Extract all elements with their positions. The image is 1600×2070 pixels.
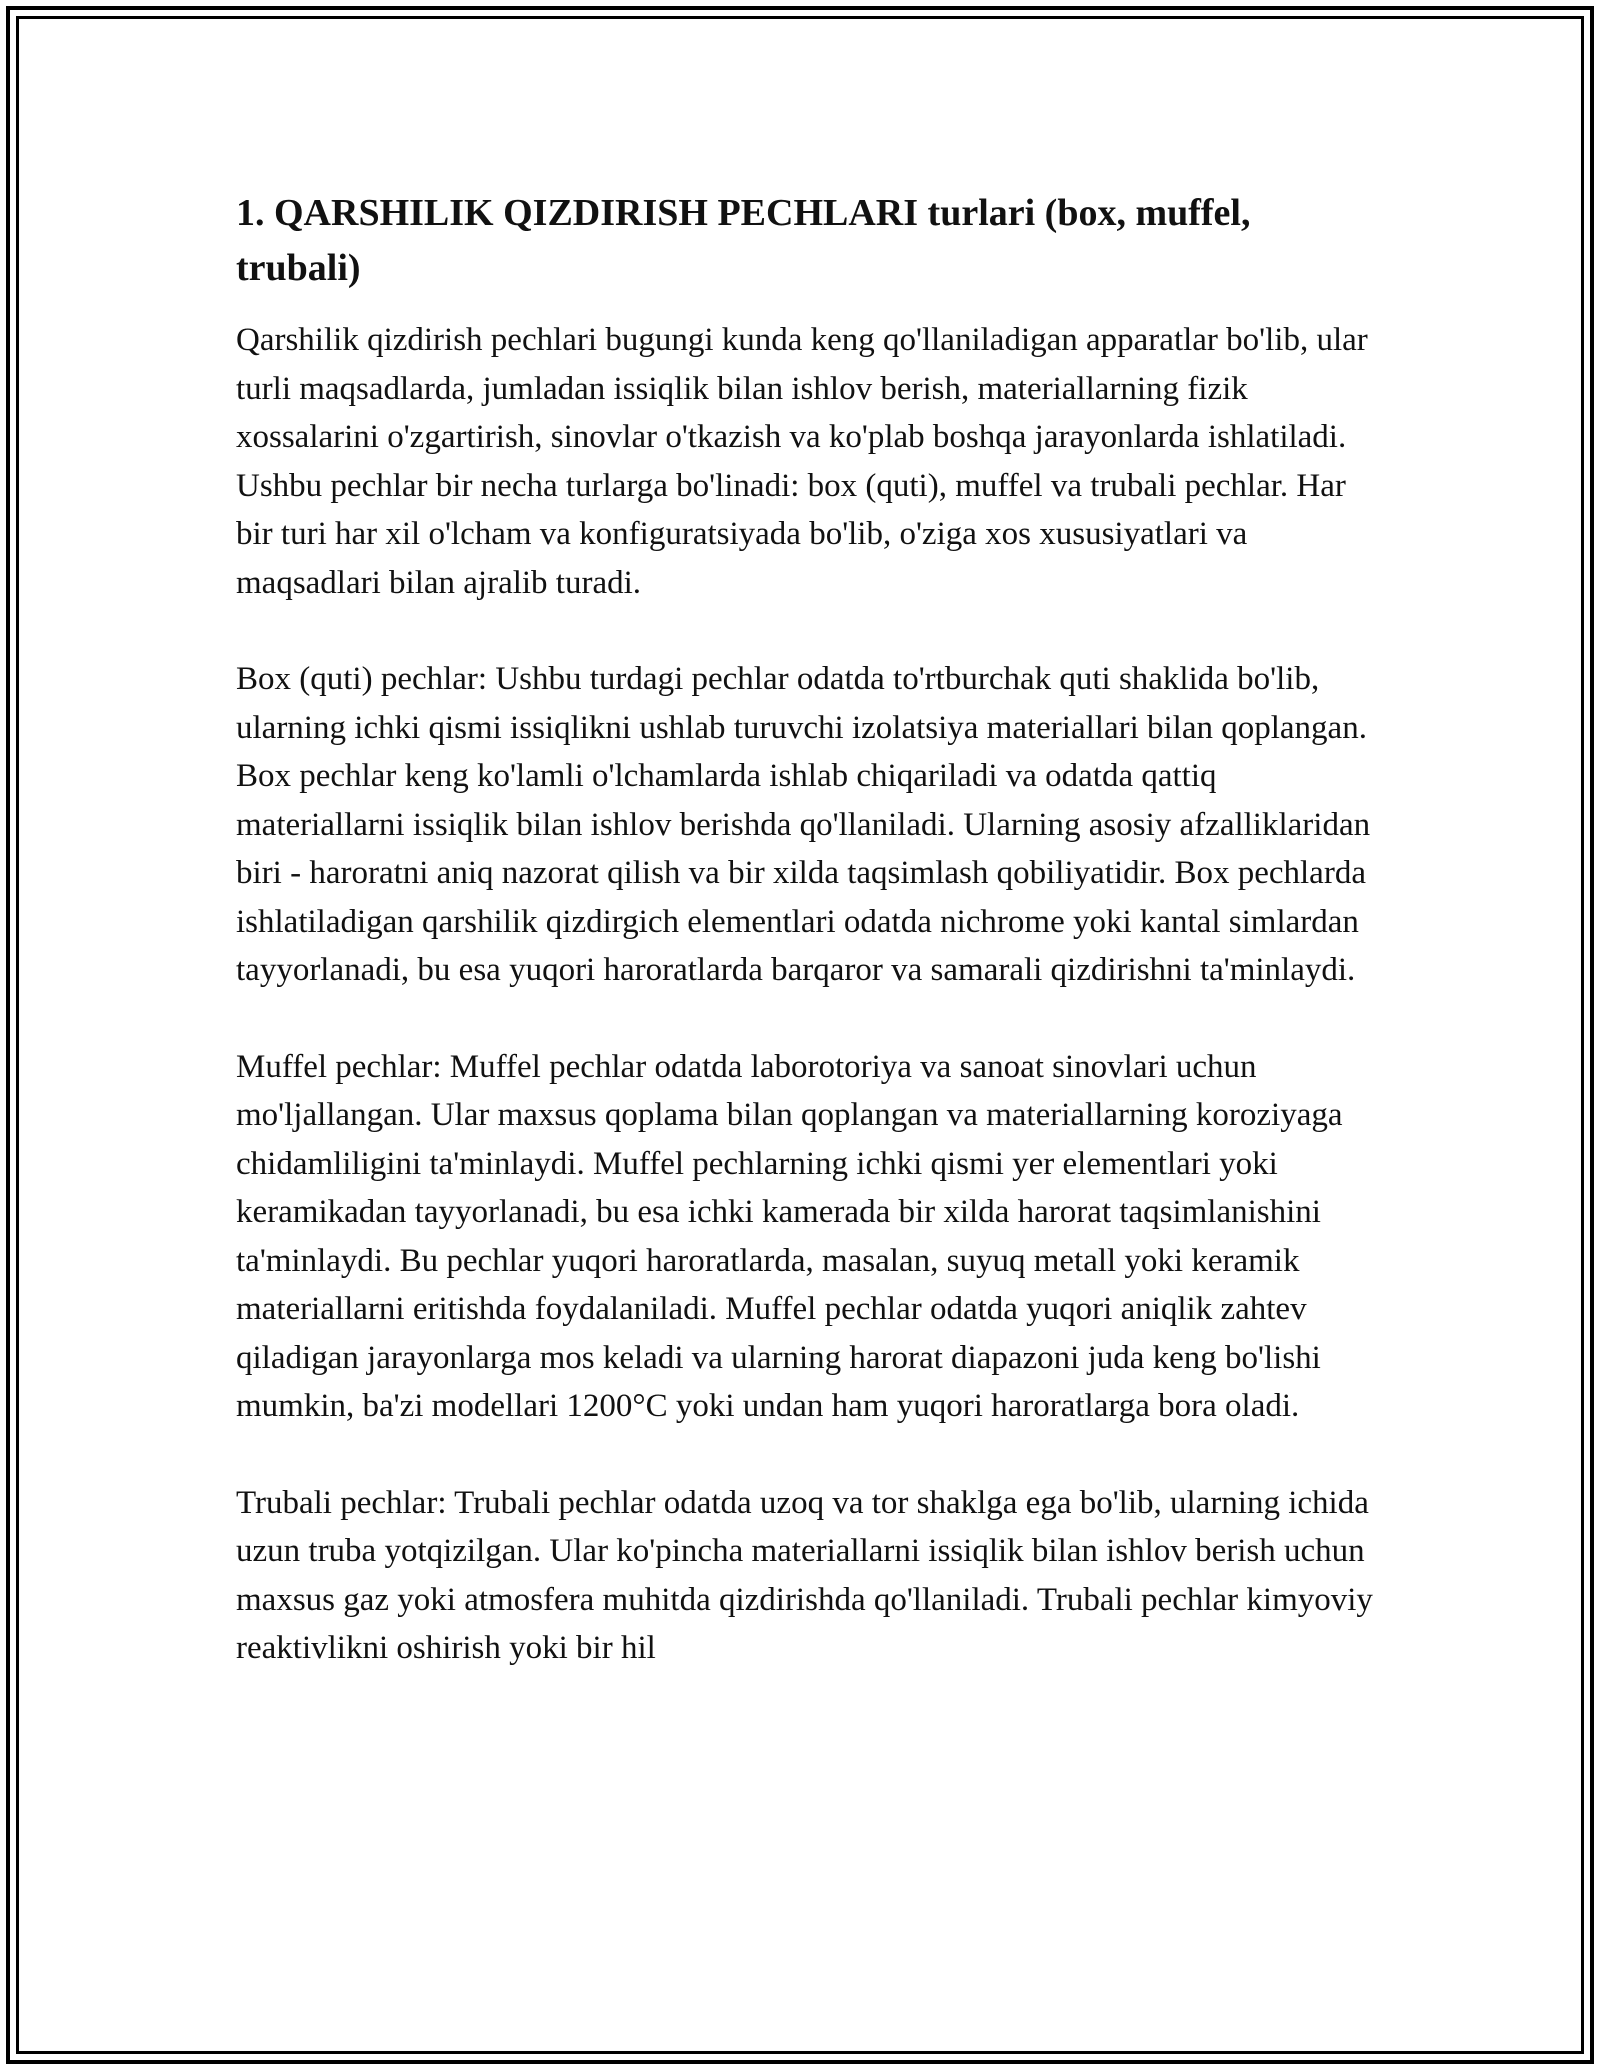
- paragraph-box-furnaces: Box (quti) pechlar: Ushbu turdagi pechlar odatda to'rtburchak quti shaklida bo'lib, ularning ichki qismi issiqlikni ushlab turuvchi izolatsiya materiallari bilan qoplangan. Box pechlar keng ko'lamli o'lchamlarda ishlab chiqariladi va odatda qattiq materiallarni issiqlik bilan ishlov berishda qo'llaniladi. Ularning asosiy afzalliklaridan biri - haroratni aniq nazorat qilish va bir xilda taqsimlash qobiliyatidir. Box pechlarda ishlatiladigan qarshilik qizdirgich elementlari odatda nichrome yoki kantal simlardan tayyorlanadi, bu esa yuqori haroratlarda barqaror va samarali qizdirishni ta'minlaydi.: [236, 661, 1371, 988]
- paragraph-intro: Qarshilik qizdirish pechlari bugungi kunda keng qo'llaniladigan apparatlar bo'lib, ular turli maqsadlarda, jumladan issiqlik bilan ishlov berish, materiallarning fizik xossalarini o'zgartirish, sinovlar o'tkazish va ko'plab boshqa jarayonlarda ishlatiladi. Ushbu pechlar bir necha turlarga bo'linadi: box (quti), muffel va trubali pechlar. Har bir turi har xil o'lcham va konfiguratsiyada bo'lib, o'ziga xos xususiyatlari va maqsadlari bilan ajralib turadi.: [236, 322, 1368, 601]
- document-body: [236, 186, 1376, 1721]
- paragraph-tube-furnaces: Trubali pechlar: Trubali pechlar odatda uzoq va tor shaklga ega bo'lib, ularning ichida uzun truba yotqizilgan. Ular ko'pincha materiallarni issiqlik bilan ishlov berish uchun maxsus gaz yoki atmosfera muhitda qizdirishda qo'llaniladi. Trubali pechlar kimyoviy reaktivlikni oshirish yoki bir hil: [236, 1484, 1373, 1666]
- paragraph-muffle-furnaces: Muffel pechlar: Muffel pechlar odatda laborotoriya va sanoat sinovlari uchun mo'ljallangan. Ular maxsus qoplama bilan qoplangan va materiallarning koroziyaga chidamliligini ta'minlaydi. Muffel pechlarning ichki qismi yer elementlari yoki keramikadan tayyorlanadi, bu esa ichki kamerada bir xilda harorat taqsimlanishini ta'minlaydi. Bu pechlar yuqori haroratlarda, masalan, suyuq metall yoki keramik materiallarni eritishda foydalaniladi. Muffel pechlar odatda yuqori aniqlik zahtev qiladigan jarayonlarga mos keladi va ularning harorat diapazoni juda keng bo'lishi mumkin, ba'zi modellari 1200°C yoki undan ham yuqori haroratlarga bora oladi.: [236, 1048, 1343, 1424]
- section-heading: 1. QARSHILIK QIZDIRISH PECHLARI turlari (box, muffel, trubali): [236, 192, 1251, 289]
